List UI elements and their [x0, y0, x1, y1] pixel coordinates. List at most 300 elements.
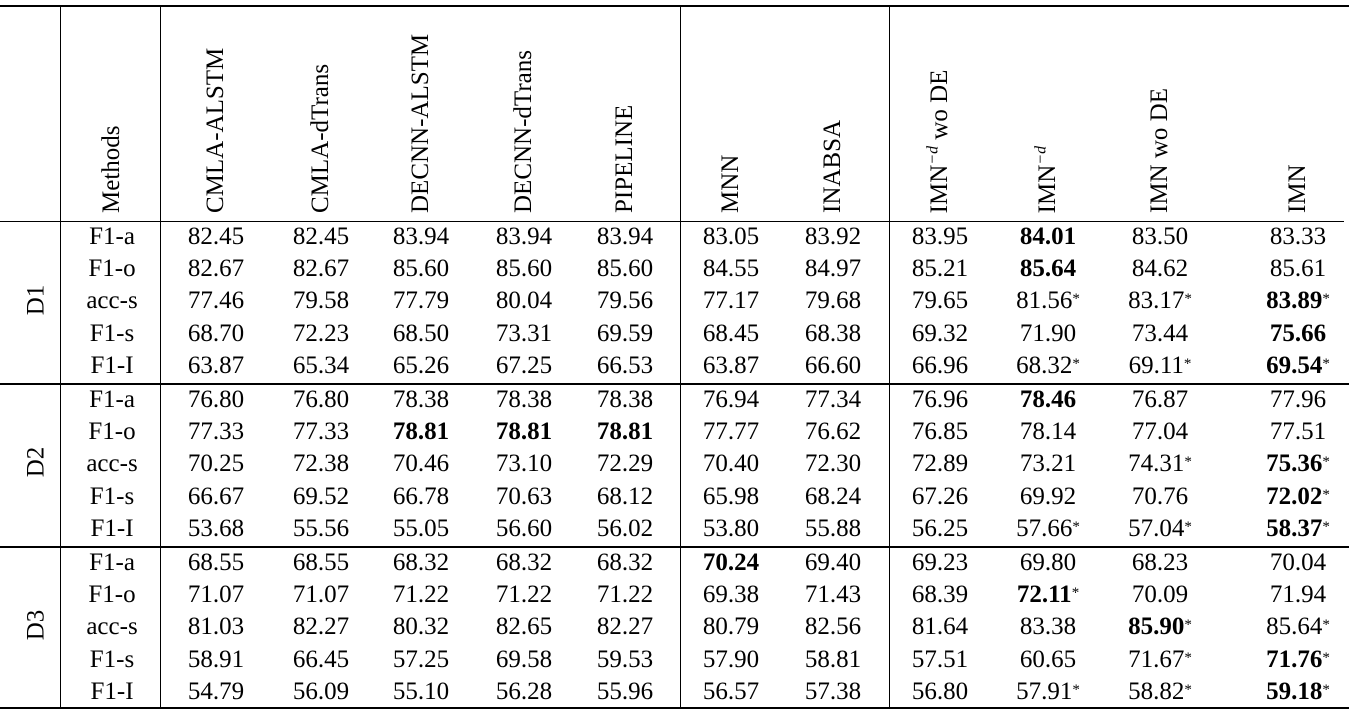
cell-value: 66.78 — [392, 483, 450, 510]
table-cell — [1132, 318, 1188, 350]
significance-marker: * — [1184, 650, 1192, 666]
cell-value: 70.76 — [1131, 483, 1189, 510]
cell-value: 63.87 — [187, 352, 245, 379]
table-cell — [1128, 448, 1192, 480]
cell-value: 76.85 — [911, 418, 969, 445]
cell-value: 68.32 — [495, 549, 553, 576]
cell-value: 84.01 — [1019, 223, 1077, 250]
metric-label — [90, 513, 133, 545]
table-cell — [1020, 547, 1076, 579]
cell-value: 85.61 — [1269, 255, 1327, 282]
cell-value: 68.70 — [187, 320, 245, 347]
table-cell — [293, 285, 349, 317]
cell-value: 55.10 — [392, 678, 450, 705]
table-cell — [1132, 221, 1188, 253]
cell-value: 53.68 — [187, 515, 245, 542]
table-cell — [188, 448, 244, 480]
cell-value: 80.04 — [495, 287, 553, 314]
cell-value: 79.68 — [804, 287, 862, 314]
cell-value: 59.53 — [596, 646, 654, 673]
cell-value: 78.81 — [392, 418, 450, 445]
cell-value: 76.87 — [1131, 386, 1189, 413]
cell-value: 67.25 — [495, 352, 553, 379]
table-cell — [597, 644, 653, 676]
cell-value: 57.90 — [702, 646, 760, 673]
table-cell — [703, 221, 759, 253]
cell-value: 73.21 — [1019, 450, 1077, 477]
table-cell — [597, 221, 653, 253]
table-cell — [597, 547, 653, 579]
table-cell — [496, 221, 552, 253]
metric-label — [86, 611, 137, 643]
table-cell — [912, 318, 968, 350]
cell-value: 79.65 — [911, 287, 969, 314]
table-cell — [703, 253, 759, 285]
cell-value: 59.18 — [1266, 678, 1323, 705]
metric-label — [86, 285, 137, 317]
cell-value: 83.95 — [911, 223, 969, 250]
cell-value: 69.40 — [804, 549, 862, 576]
cell-value: 58.37 — [1266, 515, 1323, 542]
metric-name: F1-I — [90, 352, 134, 379]
cell-value: 66.53 — [596, 352, 654, 379]
table-cell — [293, 611, 349, 643]
table-cell — [496, 481, 552, 513]
cell-value: 68.32 — [596, 549, 654, 576]
column-header-superscript: −d — [924, 145, 942, 165]
table-cell — [1132, 481, 1188, 513]
table-cell — [912, 676, 968, 708]
cell-value: 78.38 — [495, 386, 553, 413]
table-cell — [597, 676, 653, 708]
cell-value: 65.34 — [292, 352, 350, 379]
cell-value: 69.32 — [911, 320, 969, 347]
significance-marker: * — [1322, 650, 1330, 666]
column-header — [408, 34, 433, 213]
table-cell — [1270, 221, 1326, 253]
table-cell — [1129, 350, 1192, 382]
cell-value: 77.79 — [392, 287, 450, 314]
cell-value: 81.03 — [187, 613, 245, 640]
cell-value: 72.02 — [1266, 483, 1323, 510]
table-cell — [393, 253, 449, 285]
cell-value: 55.05 — [392, 515, 450, 542]
table-cell — [912, 384, 968, 416]
cell-value: 78.81 — [596, 418, 654, 445]
metric-label — [86, 448, 137, 480]
metric-name: F1-I — [90, 678, 134, 705]
cell-value: 55.96 — [596, 678, 654, 705]
cell-value: 56.57 — [702, 678, 760, 705]
table-cell — [188, 416, 244, 448]
cell-value: 68.38 — [804, 320, 862, 347]
table-cell — [597, 318, 653, 350]
cell-value: 78.38 — [596, 386, 654, 413]
table-cell — [1270, 416, 1326, 448]
table-cell — [805, 416, 861, 448]
cell-value: 78.14 — [1019, 418, 1077, 445]
dataset-name: D1 — [22, 284, 50, 316]
table-cell — [188, 513, 244, 545]
metric-label — [90, 676, 133, 708]
column-header-label: PIPELINE — [611, 104, 638, 213]
metric-label — [89, 384, 135, 416]
significance-marker: * — [1183, 356, 1192, 372]
cell-value: 80.32 — [392, 613, 450, 640]
table-cell — [805, 448, 861, 480]
cell-value: 84.55 — [702, 255, 760, 282]
column-header-label: MNN — [717, 154, 744, 213]
cell-value: 54.79 — [187, 678, 245, 705]
metric-name: acc-s — [86, 287, 138, 314]
cell-value: 69.23 — [911, 549, 969, 576]
column-header-label: IMN — [1284, 164, 1311, 213]
table-cell — [1270, 579, 1326, 611]
cell-value: 68.23 — [1131, 549, 1189, 576]
cell-value: 60.65 — [1019, 646, 1077, 673]
cell-value: 82.45 — [187, 223, 245, 250]
table-cell — [496, 513, 552, 545]
dataset-name: D3 — [22, 609, 50, 641]
table-cell — [597, 416, 653, 448]
table-cell — [1020, 253, 1076, 285]
table-cell — [597, 285, 653, 317]
cell-value: 69.92 — [1019, 483, 1077, 510]
cell-value: 83.94 — [495, 223, 553, 250]
table-cell — [1270, 253, 1326, 285]
table-cell — [1016, 676, 1080, 708]
cell-value: 67.26 — [911, 483, 969, 510]
table-cell — [188, 611, 244, 643]
table-cell — [496, 253, 552, 285]
table-cell — [703, 547, 759, 579]
metric-label — [88, 579, 135, 611]
table-cell — [912, 579, 968, 611]
metric-label — [88, 416, 135, 448]
cell-value: 84.62 — [1131, 255, 1189, 282]
cell-value: 70.25 — [187, 450, 245, 477]
table-cell — [597, 448, 653, 480]
metric-label — [89, 221, 135, 253]
cell-value: 77.77 — [702, 418, 760, 445]
table-cell — [1266, 285, 1330, 317]
table-cell — [1128, 676, 1192, 708]
metric-label — [88, 253, 135, 285]
cell-value: 75.36 — [1266, 450, 1323, 477]
column-header — [308, 64, 333, 213]
cell-value: 58.81 — [804, 646, 862, 673]
metric-name: F1-I — [90, 515, 134, 542]
cell-value: 82.65 — [495, 613, 553, 640]
cell-value: 72.11 — [1016, 581, 1072, 608]
cell-value: 72.29 — [596, 450, 654, 477]
cell-value: 57.38 — [804, 678, 862, 705]
dataset-name: D2 — [22, 446, 50, 478]
cell-value: 73.10 — [495, 450, 553, 477]
cell-value: 68.55 — [187, 549, 245, 576]
table-cell — [805, 221, 861, 253]
table-cell — [703, 285, 759, 317]
cell-value: 68.39 — [911, 581, 969, 608]
cell-value: 72.23 — [292, 320, 350, 347]
cell-value: 77.51 — [1269, 418, 1327, 445]
table-cell — [1020, 416, 1076, 448]
vertical-rule — [889, 5, 890, 708]
column-header — [511, 50, 536, 213]
table-cell — [293, 221, 349, 253]
cell-value: 77.33 — [187, 418, 245, 445]
metric-name: F1-a — [89, 549, 135, 576]
cell-value: 83.89 — [1266, 287, 1323, 314]
significance-marker: * — [1184, 682, 1192, 698]
table-cell — [1020, 481, 1076, 513]
table-cell — [1020, 384, 1076, 416]
cell-value: 55.88 — [804, 515, 862, 542]
table-cell — [393, 318, 449, 350]
cell-value: 66.60 — [804, 352, 862, 379]
table-cell — [912, 350, 968, 382]
table-cell — [393, 221, 449, 253]
column-header — [718, 155, 743, 213]
significance-marker: * — [1322, 617, 1330, 633]
table-cell — [1266, 611, 1330, 643]
metric-name: F1-s — [89, 320, 135, 347]
cell-value: 76.80 — [292, 386, 350, 413]
column-header-label: CMLA-dTrans — [307, 63, 334, 213]
metric-name: F1-o — [88, 418, 136, 445]
table-cell — [703, 318, 759, 350]
table-cell — [393, 448, 449, 480]
table-cell — [1266, 448, 1330, 480]
cell-value: 63.87 — [702, 352, 760, 379]
table-cell — [805, 579, 861, 611]
table-cell — [393, 384, 449, 416]
table-cell — [188, 579, 244, 611]
cell-value: 77.46 — [187, 287, 245, 314]
cell-value: 82.67 — [292, 255, 350, 282]
table-cell — [1132, 384, 1188, 416]
cell-value: 71.22 — [596, 581, 654, 608]
table-cell — [805, 285, 861, 317]
vertical-rule — [60, 5, 61, 708]
cell-value: 85.64 — [1019, 255, 1077, 282]
table-cell — [1128, 644, 1192, 676]
table-cell — [293, 481, 349, 513]
table-cell — [703, 416, 759, 448]
table-cell — [912, 547, 968, 579]
table-cell — [1132, 579, 1188, 611]
cell-value: 81.56 — [1016, 287, 1073, 314]
cell-value: 69.52 — [292, 483, 350, 510]
table-cell — [188, 285, 244, 317]
table-cell — [1016, 350, 1080, 382]
table-cell — [1017, 579, 1079, 611]
metric-name: F1-o — [88, 255, 136, 282]
cell-value: 77.34 — [804, 386, 862, 413]
table-cell — [188, 221, 244, 253]
table-cell — [393, 644, 449, 676]
significance-marker: * — [1322, 291, 1330, 307]
table-cell — [1020, 611, 1076, 643]
cell-value: 57.25 — [392, 646, 450, 673]
cell-value: 71.76 — [1266, 646, 1323, 673]
table-cell — [1132, 547, 1188, 579]
column-header-label: INABSA — [819, 119, 846, 213]
table-cell — [293, 318, 349, 350]
table-cell — [293, 513, 349, 545]
table-cell — [1266, 644, 1330, 676]
column-header-superscript: −d — [1032, 145, 1050, 165]
cell-value: 77.17 — [702, 287, 760, 314]
cell-value: 69.80 — [1019, 549, 1077, 576]
cell-value: 82.45 — [292, 223, 350, 250]
table-cell — [805, 513, 861, 545]
cell-value: 83.92 — [804, 223, 862, 250]
table-cell — [805, 350, 861, 382]
cell-value: 56.25 — [911, 515, 969, 542]
table-cell — [496, 579, 552, 611]
cell-value: 70.46 — [392, 450, 450, 477]
significance-marker: * — [1184, 519, 1192, 535]
cell-value: 78.38 — [392, 386, 450, 413]
cell-value: 83.33 — [1269, 223, 1327, 250]
table-cell — [912, 513, 968, 545]
significance-marker: * — [1322, 487, 1330, 503]
table-cell — [496, 547, 552, 579]
cell-value: 78.46 — [1019, 386, 1077, 413]
dataset-label — [24, 285, 49, 316]
cell-value: 75.66 — [1269, 320, 1327, 347]
metric-label — [89, 547, 135, 579]
dataset-label — [24, 610, 49, 641]
table-cell — [912, 611, 968, 643]
table-cell — [393, 481, 449, 513]
significance-marker: * — [1184, 454, 1192, 470]
cell-value: 70.09 — [1131, 581, 1189, 608]
table-cell — [1266, 676, 1330, 708]
table-cell — [293, 350, 349, 382]
table-cell — [597, 350, 653, 382]
table-cell — [393, 350, 449, 382]
table-cell — [293, 676, 349, 708]
table-cell — [805, 644, 861, 676]
table-cell — [1132, 253, 1188, 285]
table-cell — [805, 318, 861, 350]
cell-value: 68.45 — [702, 320, 760, 347]
table-cell — [496, 611, 552, 643]
cell-value: 74.31 — [1128, 450, 1185, 477]
table-cell — [1020, 221, 1076, 253]
cell-value: 57.91 — [1016, 678, 1073, 705]
column-header-label: IMN — [1034, 164, 1061, 213]
table-cell — [597, 579, 653, 611]
cell-value: 83.50 — [1131, 223, 1189, 250]
significance-marker: * — [1322, 356, 1330, 372]
cell-value: 68.24 — [804, 483, 862, 510]
significance-marker: * — [1322, 682, 1330, 698]
table-cell — [496, 448, 552, 480]
table-cell — [912, 416, 968, 448]
table-cell — [597, 253, 653, 285]
dataset-label — [24, 447, 49, 478]
cell-value: 79.58 — [292, 287, 350, 314]
table-cell — [293, 253, 349, 285]
significance-marker: * — [1184, 291, 1192, 307]
cell-value: 69.54 — [1266, 352, 1323, 379]
cell-value: 83.05 — [702, 223, 760, 250]
table-cell — [703, 384, 759, 416]
table-cell — [496, 384, 552, 416]
significance-marker: * — [1072, 356, 1080, 372]
metric-name: F1-o — [88, 581, 136, 608]
column-header-label: CMLA-ALSTM — [202, 47, 229, 213]
significance-marker: * — [1322, 454, 1330, 470]
table-cell — [1270, 318, 1326, 350]
table-cell — [703, 513, 759, 545]
cell-value: 73.44 — [1131, 320, 1189, 347]
cell-value: 69.59 — [596, 320, 654, 347]
table-cell — [1266, 481, 1330, 513]
cell-value: 76.94 — [702, 386, 760, 413]
cell-value: 56.28 — [495, 678, 553, 705]
table-cell — [496, 676, 552, 708]
column-header — [1029, 146, 1060, 213]
cell-value: 83.17 — [1128, 287, 1185, 314]
column-header — [1285, 164, 1310, 213]
cell-value: 65.98 — [702, 483, 760, 510]
table-cell — [496, 416, 552, 448]
column-header-suffix: wo DE — [926, 69, 953, 146]
table-cell — [912, 221, 968, 253]
cell-value: 83.94 — [596, 223, 654, 250]
table-cell — [293, 579, 349, 611]
table-cell — [805, 253, 861, 285]
cell-value: 76.96 — [911, 386, 969, 413]
table-cell — [188, 318, 244, 350]
cell-value: 82.27 — [596, 613, 654, 640]
table-cell — [188, 384, 244, 416]
table-cell — [912, 644, 968, 676]
table-cell — [805, 611, 861, 643]
column-header-label: IMN wo DE — [1146, 88, 1173, 213]
cell-value: 82.67 — [187, 255, 245, 282]
table-cell — [188, 481, 244, 513]
significance-marker: * — [1322, 519, 1330, 535]
table-cell — [1128, 513, 1192, 545]
table-cell — [703, 448, 759, 480]
methods-header-label: Methods — [98, 125, 125, 213]
cell-value: 85.21 — [911, 255, 969, 282]
cell-value: 71.90 — [1019, 320, 1077, 347]
table-cell — [1270, 547, 1326, 579]
significance-marker: * — [1184, 617, 1192, 633]
cell-value: 69.11 — [1128, 352, 1184, 379]
cell-value: 72.30 — [804, 450, 862, 477]
cell-value: 85.60 — [596, 255, 654, 282]
table-cell — [393, 579, 449, 611]
cell-value: 68.32 — [1016, 352, 1073, 379]
table-cell — [496, 318, 552, 350]
table-cell — [393, 676, 449, 708]
cell-value: 56.80 — [911, 678, 969, 705]
cell-value: 78.81 — [495, 418, 553, 445]
table-cell — [703, 481, 759, 513]
cell-value: 55.56 — [292, 515, 350, 542]
significance-marker: * — [1072, 682, 1080, 698]
cell-value: 53.80 — [702, 515, 760, 542]
metric-name: F1-s — [89, 483, 135, 510]
cell-value: 71.43 — [804, 581, 862, 608]
